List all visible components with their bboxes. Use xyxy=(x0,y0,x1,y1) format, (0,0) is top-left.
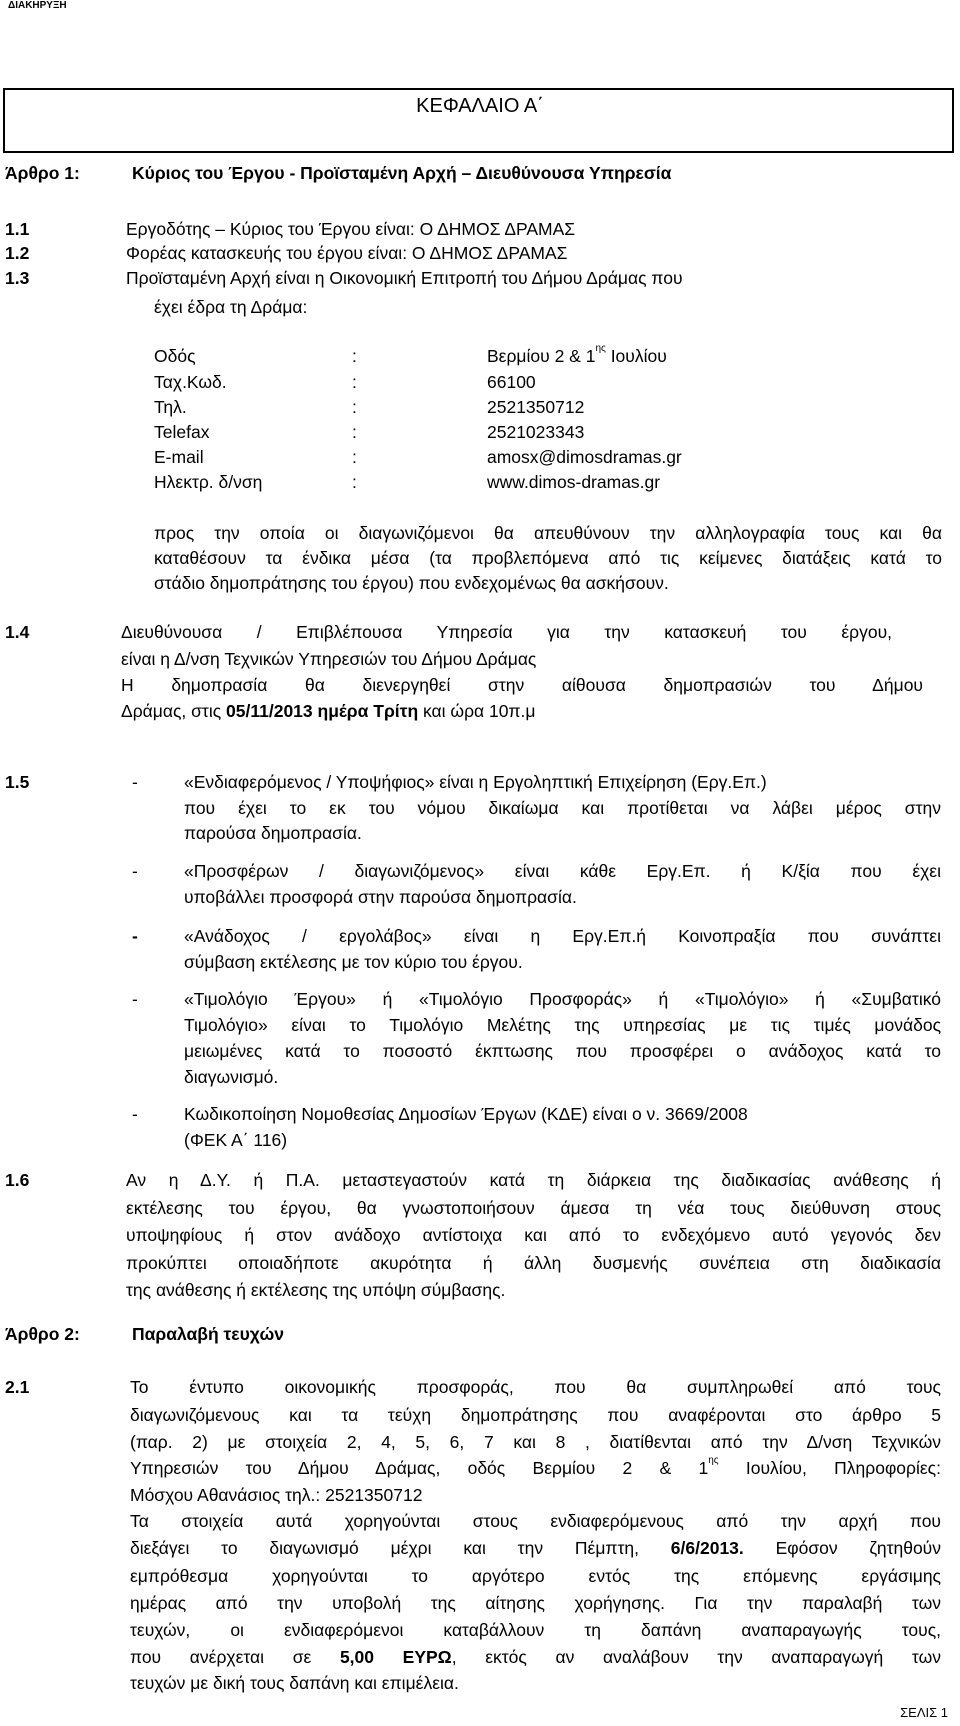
list-item-text: «Τιμολόγιο Έργου» ή «Τιμολόγιο Προσφοράς» ή «Τιμολόγιο» ή «Συμβατικό xyxy=(184,989,941,1009)
para-text: στάδιο δημοπράτησης του έργου) που ενδεχομένως θα ασκήσουν. xyxy=(154,573,669,593)
contact-value: 2521023343 xyxy=(487,422,585,442)
para-text: προς την οποία οι διαγωνιζόμενοι θα απευθύνουν την αλληλογραφία τους και θα xyxy=(154,523,942,543)
para-text: καταθέσουν τα ένδικα μέσα (τα προβλεπόμενα από τις κείμενες διατάξεις κατά το xyxy=(154,548,942,568)
contact-value: Βερμίου 2 & $1^{\eta\varsigma}$ Ιουλίου xyxy=(487,343,667,366)
website-link[interactable]: www.dimos-dramas.gr xyxy=(487,472,661,492)
para-text: εκτέλεσης του έργου, θα γνωστοποιήσουν άμεσα τη νέα τους διεύθυνση στους xyxy=(126,1198,941,1218)
contact-label: Telefax xyxy=(154,422,210,442)
contact-sep: : xyxy=(352,472,357,492)
contact-sep: : xyxy=(352,447,357,467)
para-number: 1.1 xyxy=(5,219,30,239)
para-text: (παρ. 2) με στοιχεία 2, 4, 5, 6, 7 και 8 , διατίθενται από την Δ/νση Τεχνικών xyxy=(130,1432,941,1452)
para-text: Μόσχου Αθανάσιος τηλ.: 2521350712 xyxy=(130,1485,423,1505)
list-item-text: «Ανάδοχος / εργολάβος» είναι η Εργ.Επ.ή Κοινοπραξία που συνάπτει xyxy=(184,926,941,946)
list-item-text: σύμβαση εκτέλεσης με τον κύριο του έργου. xyxy=(184,952,523,972)
list-item-text: μειωμένες κατά το ποσοστό έκπτωσης που προσφέρει ο ανάδοχος κατά το xyxy=(184,1041,941,1061)
para-number: 1.6 xyxy=(5,1170,30,1190)
contact-label: Ηλεκτρ. δ/νση xyxy=(154,472,263,492)
contact-sep: : xyxy=(352,346,357,366)
para-text: Αν η Δ.Υ. ή Π.Α. μεταστεγαστούν κατά τη διάρκεια της διαδικασίας ανάθεσης ή xyxy=(126,1170,941,1190)
contact-label: Οδός xyxy=(154,346,196,366)
list-item-text: (ΦΕΚ Α΄ 116) xyxy=(184,1130,288,1150)
para-number: 1.2 xyxy=(5,243,30,263)
list-item-text: διαγωνισμό. xyxy=(184,1067,279,1087)
para-number: 2.1 xyxy=(5,1377,30,1397)
para-text: διαγωνιζόμενους και τα τεύχη δημοπράτησης που αναφέρονται στο άρθρο 5 xyxy=(130,1405,941,1425)
contact-label: E-mail xyxy=(154,447,204,467)
para-text: Προϊσταμένη Αρχή είναι η Οικονομική Επιτροπή του Δήμου Δράμας που xyxy=(126,268,683,288)
page-number: ΣΕΛΙΣ 1 xyxy=(900,1705,948,1720)
list-dash: - xyxy=(132,989,138,1009)
list-dash: - xyxy=(132,861,138,881)
para-text: Η δημοπρασία θα διενεργηθεί στην αίθουσα δημοπρασιών του Δήμου xyxy=(121,675,923,695)
para-text: υποψηφίους ή στον ανάδοχο αντίστοιχα και από το ενδεχόμενο αυτό γεγονός δεν xyxy=(126,1225,941,1245)
chapter-title: ΚΕΦΑΛΑΙΟ Α΄ xyxy=(416,95,544,117)
email-link[interactable]: amosx@dimosdramas.gr xyxy=(487,447,682,467)
article-1-number: Άρθρο 1: xyxy=(5,163,80,183)
list-item-text: «Ενδιαφερόμενος / Υποψήφιος» είναι η Εργοληπτική Επιχείρηση (Εργ.Επ.) xyxy=(184,772,767,792)
para-text: Δράμας, στις 05/11/2013 ημέρα Τρίτη και ώρα 10π.μ xyxy=(121,701,536,721)
para-text: διεξάγει το διαγωνισμό μέχρι και την Πέμπτη, 6/6/2013. Εφόσον ζητηθούν xyxy=(130,1538,942,1558)
document-header: ΔΙΑΚΗΡΥΞΗ xyxy=(8,0,67,11)
para-text: της ανάθεσης ή εκτέλεσης της υπόψη σύμβασης. xyxy=(126,1280,506,1300)
para-number: 1.5 xyxy=(5,772,30,792)
list-item-text: Κωδικοποίηση Νομοθεσίας Δημοσίων Έργων (ΚΔΕ) είναι ο ν. 3669/2008 xyxy=(184,1104,748,1124)
contact-sep: : xyxy=(352,372,357,392)
para-text: Τα στοιχεία αυτά χορηγούνται στους ενδιαφερόμενους από την αρχή που xyxy=(130,1511,941,1531)
contact-label: Ταχ.Κωδ. xyxy=(154,372,227,392)
list-dash: - xyxy=(132,1104,138,1124)
contact-sep: : xyxy=(352,397,357,417)
contact-value: 2521350712 xyxy=(487,397,585,417)
list-item-text: υποβάλλει προσφορά στην παρούσα δημοπρασία. xyxy=(184,887,577,907)
para-text: είναι η Δ/νση Τεχνικών Υπηρεσιών του Δήμου Δράμας xyxy=(121,649,537,669)
para-text: τευχών με δική τους δαπάνη και επιμέλεια. xyxy=(130,1673,459,1693)
para-text: Διευθύνουσα / Επιβλέπουσα Υπηρεσία για την κατασκευή του έργου, xyxy=(121,622,892,642)
para-text: προκύπτει οποιαδήποτε ακυρότητα ή άλλη δυσμενής συνέπεια στη διαδικασία xyxy=(126,1253,941,1273)
article-1-title: Κύριος του Έργου - Προϊσταμένη Αρχή – Διευθύνουσα Υπηρεσία xyxy=(132,163,672,183)
article-2-title: Παραλαβή τευχών xyxy=(132,1324,285,1344)
para-text: τευχών, οι ενδιαφερόμενοι καταβάλλουν τη δαπάνη αναπαραγωγής τους, xyxy=(130,1620,941,1640)
para-text: Υπηρεσιών του Δήμου Δράμας, οδός Βερμίου 2 & $1^{\eta\varsigma}$ Ιουλίου, Πληροφορίες: xyxy=(130,1455,941,1478)
contact-value: 66100 xyxy=(487,372,536,392)
para-text: εμπρόθεσμα χορηγούνται το αργότερο εντός της επόμενης εργάσιμης xyxy=(130,1566,941,1586)
para-number: 1.4 xyxy=(5,622,30,642)
list-item-text: που έχει το εκ του νόμου δικαίωμα και προτίθεται να λάβει μέρος στην xyxy=(184,798,941,818)
para-text: έχει έδρα τη Δράμα: xyxy=(154,297,308,317)
article-2-number: Άρθρο 2: xyxy=(5,1324,80,1344)
para-text: Εργοδότης – Κύριος του Έργου είναι: Ο ΔΗΜΟΣ ΔΡΑΜΑΣ xyxy=(126,219,576,239)
list-dash: - xyxy=(132,926,138,946)
para-number: 1.3 xyxy=(5,268,30,288)
para-text: ημέρας από την υποβολή της αίτησης χορήγησης. Για την παραλαβή των xyxy=(130,1593,941,1613)
list-dash: - xyxy=(132,772,138,792)
contact-label: Τηλ. xyxy=(154,397,187,417)
list-item-text: παρούσα δημοπρασία. xyxy=(184,823,362,843)
contact-sep: : xyxy=(352,422,357,442)
para-text: Το έντυπο οικονομικής προσφοράς, που θα συμπληρωθεί από τους xyxy=(130,1377,941,1397)
list-item-text: Τιμολόγιο» είναι το Τιμολόγιο Μελέτης της υπηρεσίας με τις τιμές μονάδος xyxy=(184,1015,941,1035)
para-text: Φορέας κατασκευής του έργου είναι: Ο ΔΗΜΟΣ ΔΡΑΜΑΣ xyxy=(126,243,568,263)
para-text: που ανέρχεται σε 5,00 ΕΥΡΩ, εκτός αν αναλάβουν την αναπαραγωγή των xyxy=(130,1647,941,1667)
list-item-text: «Προσφέρων / διαγωνιζόμενος» είναι κάθε Εργ.Επ. ή Κ/ξία που έχει xyxy=(184,861,941,881)
